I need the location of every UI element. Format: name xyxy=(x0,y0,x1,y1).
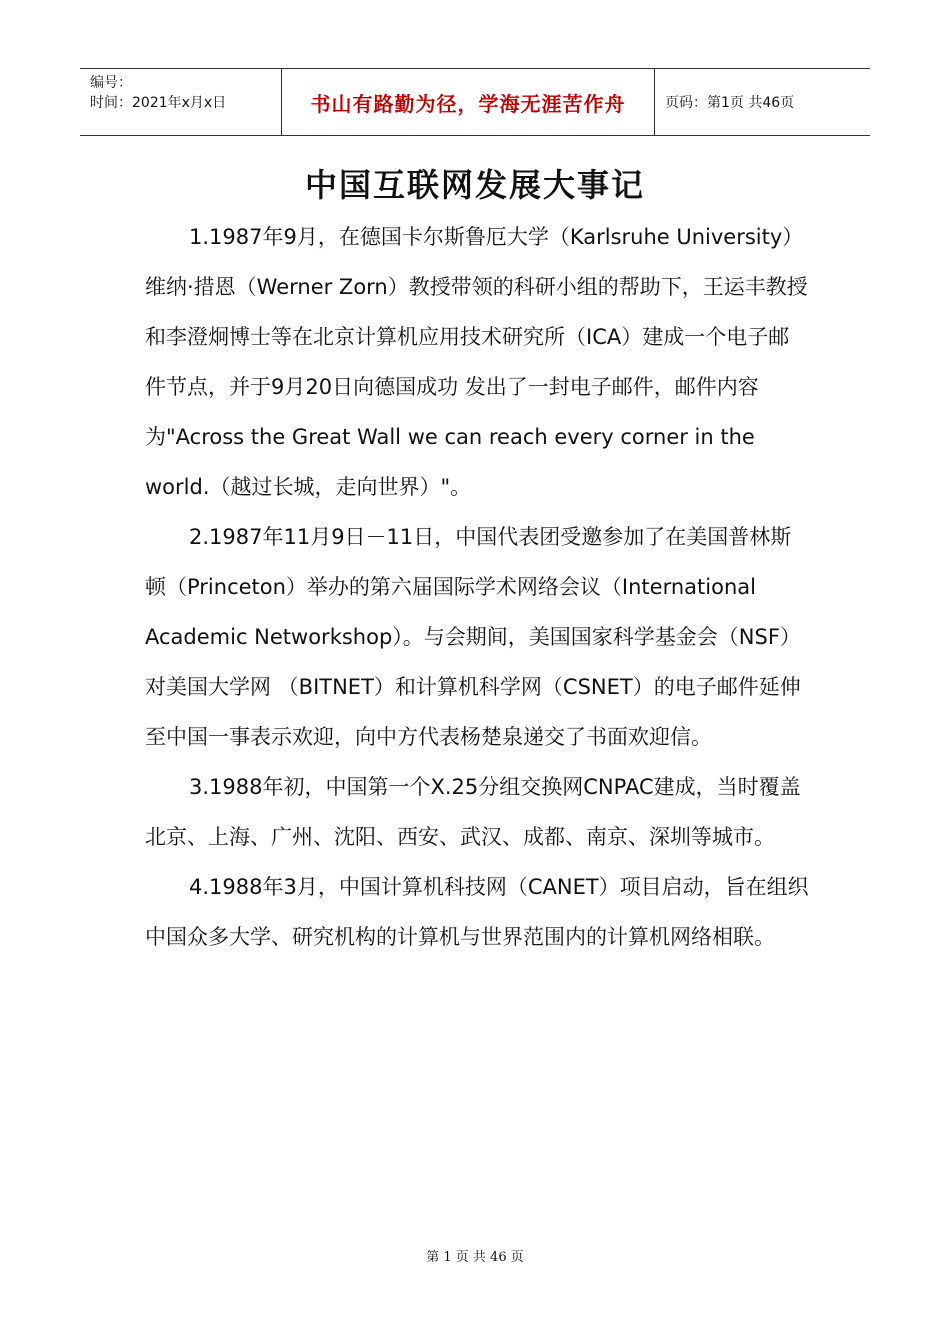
paragraph-3: 3.1988年初，中国第一个X.25分组交换网CNPAC建成，当时覆盖北京、上海、广州、沈阳、西安、武汉、成都、南京、深圳等城市。 xyxy=(145,775,801,849)
number-label: 编号： xyxy=(90,75,132,91)
page-footer: 第 1 页 共 46 页 xyxy=(426,1250,524,1265)
paragraph-1: 1.1987年9月，在德国卡尔斯鲁厄大学（Karlsruhe University）维纳·措恩（Werner Zorn）教授带领的科研小组的帮助下，王运丰教授和李澄炯博士等在北京计算机应用技术研究所（ICA）建成一个电子邮件节点，并于9月20日向德国成功 发出了一封电子邮件，邮件内容为"Across the Great Wall we can reach every corner in the world.（越过长城，走向世界）"。 xyxy=(145,225,808,499)
paragraph-2: 2.1987年11月9日－11日，中国代表团受邀参加了在美国普林斯顿（Princeton）举办的第六届国际学术网络会议（International Academic Networkshop）。与会期间，美国国家科学基金会（NSF）对美国大学网 （BITNET）和计算机科学网（CSNET）的电子邮件延伸至中国一事表示欢迎，向中方代表杨楚泉递交了书面欢迎信。 xyxy=(145,525,801,749)
paragraph-4: 4.1988年3月，中国计算机科技网（CANET）项目启动，旨在组织中国众多大学、研究机构的计算机与世界范围内的计算机网络相联。 xyxy=(145,875,809,949)
page-header xyxy=(80,68,870,136)
document-body xyxy=(145,212,810,962)
header-motto-cell xyxy=(282,69,655,135)
header-motto: 书山有路勤为径，学海无涯苦作舟 xyxy=(310,91,626,116)
header-meta xyxy=(80,69,282,135)
page-title: 中国互联网发展大事记 xyxy=(304,166,645,204)
time-label: 时间：2021年x月x日 xyxy=(90,95,227,111)
header-page-info: 页码：第1页 共46页 xyxy=(665,95,795,111)
